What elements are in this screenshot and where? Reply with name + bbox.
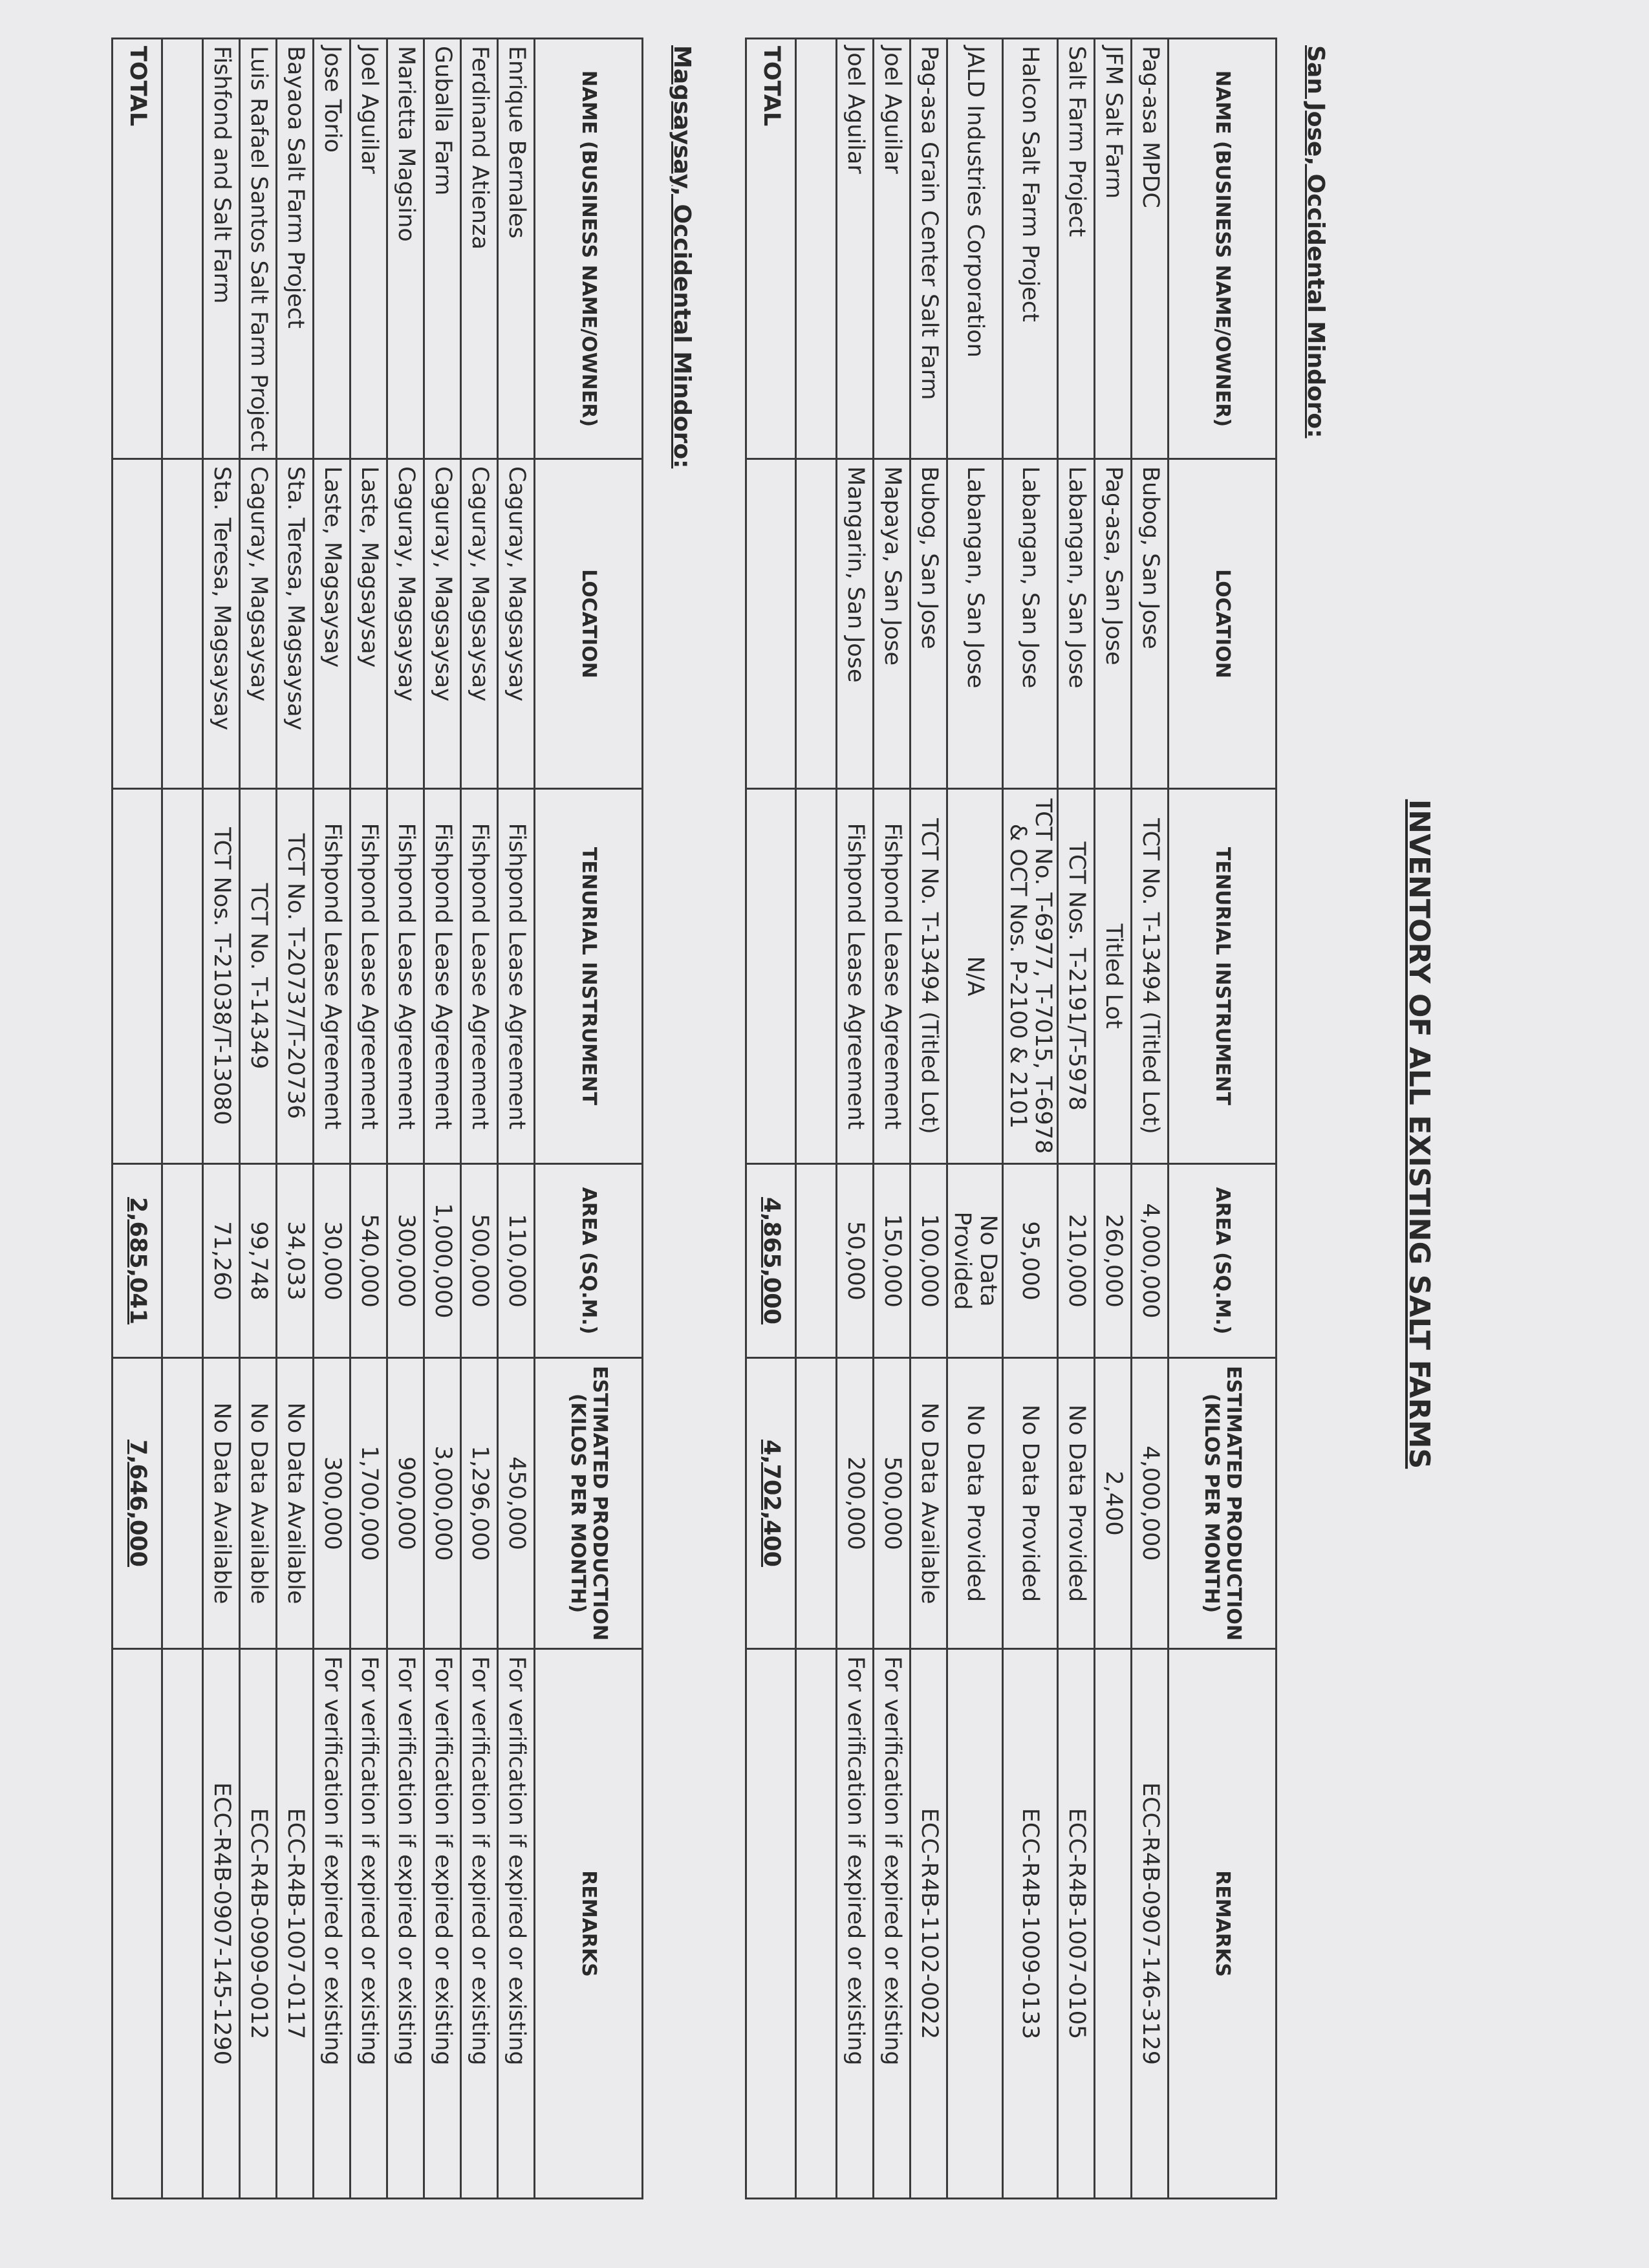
cell-area: 500,000 xyxy=(461,1164,498,1358)
cell-location: Labangan, San Jose xyxy=(947,459,1002,789)
cell-name: Joel Aguilar xyxy=(874,39,911,459)
cell-tenure: N/A xyxy=(947,789,1002,1164)
cell-production: 500,000 xyxy=(874,1358,911,1649)
cell-location: Mangarin, San Jose xyxy=(837,459,874,789)
cell-name: Ferdinand Atienza xyxy=(461,39,498,459)
empty-cell xyxy=(746,1649,796,2199)
table-row xyxy=(1058,39,1095,2199)
table-row xyxy=(837,39,874,2199)
table-row xyxy=(350,39,387,2199)
cell-name: JFM Salt Farm xyxy=(1095,39,1132,459)
cell-tenure: TCT No. T-6977, T-7015, T-6978 & OCT Nos. P-2100 & 2101 xyxy=(1002,789,1057,1164)
empty-cell xyxy=(162,789,203,1164)
table-row xyxy=(911,39,947,2199)
cell-tenure: Titled Lot xyxy=(1095,789,1132,1164)
cell-remarks: ECC-R4B-1007-0117 xyxy=(277,1649,314,2199)
san-jose-heading: San Jose, Occidental Mindoro: xyxy=(1302,45,1329,438)
cell-tenure: TCT No. T-20737/T-20736 xyxy=(277,789,314,1164)
cell-area: 300,000 xyxy=(387,1164,424,1358)
empty-cell xyxy=(796,1649,837,2199)
cell-name: Luis Rafael Santos Salt Farm Project xyxy=(240,39,277,459)
total-label: TOTAL xyxy=(113,39,162,459)
cell-tenure: Fishpond Lease Agreement xyxy=(424,789,461,1164)
cell-tenure: Fishpond Lease Agreement xyxy=(874,789,911,1164)
table-row xyxy=(277,39,314,2199)
cell-production: No Data Provided xyxy=(947,1358,1002,1649)
cell-remarks: For verification if expired or existing xyxy=(837,1649,874,2199)
total-production: 4,702,400 xyxy=(746,1358,796,1649)
cell-tenure: Fishpond Lease Agreement xyxy=(314,789,350,1164)
empty-cell xyxy=(796,1164,837,1358)
col-header-remarks: REMARKS xyxy=(1169,1649,1277,2199)
cell-remarks: For verification if expired or existing xyxy=(387,1649,424,2199)
cell-remarks: For verification if expired or existing xyxy=(498,1649,535,2199)
cell-area: No Data Provided xyxy=(947,1164,1002,1358)
cell-remarks: For verification if expired or existing xyxy=(424,1649,461,2199)
table-header-row xyxy=(1169,39,1277,2199)
cell-production: 3,000,000 xyxy=(424,1358,461,1649)
empty-cell xyxy=(796,39,837,459)
cell-tenure: TCT No. T-14349 xyxy=(240,789,277,1164)
cell-remarks: For verification if expired or existing xyxy=(874,1649,911,2199)
cell-area: 34,033 xyxy=(277,1164,314,1358)
cell-tenure: TCT No. T-13494 (Titled Lot) xyxy=(911,789,947,1164)
cell-location: Sta. Teresa, Magsaysay xyxy=(203,459,240,789)
col-header-area: AREA (SQ.M.) xyxy=(1169,1164,1277,1358)
cell-location: Pag-asa, San Jose xyxy=(1095,459,1132,789)
cell-area: 50,000 xyxy=(837,1164,874,1358)
table-header-row xyxy=(535,39,643,2199)
cell-name: Joel Aguilar xyxy=(350,39,387,459)
cell-area: 100,000 xyxy=(911,1164,947,1358)
table-row xyxy=(947,39,1002,2199)
cell-location: Sta. Teresa, Magsaysay xyxy=(277,459,314,789)
cell-production: No Data Available xyxy=(277,1358,314,1649)
cell-name: Fishfond and Salt Farm xyxy=(203,39,240,459)
empty-cell xyxy=(113,1649,162,2199)
cell-remarks: For verification if expired or existing xyxy=(350,1649,387,2199)
empty-cell xyxy=(162,1649,203,2199)
col-header-production: ESTIMATED PRODUCTION (KILOS PER MONTH) xyxy=(535,1358,643,1649)
col-header-location: LOCATION xyxy=(535,459,643,789)
empty-cell xyxy=(162,1164,203,1358)
empty-cell xyxy=(796,1358,837,1649)
cell-production: 1,700,000 xyxy=(350,1358,387,1649)
cell-location: Caguray, Magsaysay xyxy=(461,459,498,789)
table-row xyxy=(424,39,461,2199)
cell-name: Jose Torio xyxy=(314,39,350,459)
cell-area: 99,748 xyxy=(240,1164,277,1358)
cell-remarks: For verification if expired or existing xyxy=(461,1649,498,2199)
cell-location: Labangan, San Jose xyxy=(1002,459,1057,789)
cell-area: 95,000 xyxy=(1002,1164,1057,1358)
cell-remarks: ECC-R4B-1009-0133 xyxy=(1002,1649,1057,2199)
table-row xyxy=(314,39,350,2199)
cell-remarks: ECC-R4B-1102-0022 xyxy=(911,1649,947,2199)
empty-cell xyxy=(162,459,203,789)
total-row xyxy=(746,39,796,2199)
cell-production: No Data Available xyxy=(911,1358,947,1649)
empty-cell xyxy=(796,459,837,789)
cell-production: 300,000 xyxy=(314,1358,350,1649)
cell-name: Joel Aguilar xyxy=(837,39,874,459)
empty-cell xyxy=(746,459,796,789)
cell-area: 150,000 xyxy=(874,1164,911,1358)
col-header-name: NAME (BUSINESS NAME/OWNER) xyxy=(535,39,643,459)
total-area: 4,865,000 xyxy=(746,1164,796,1358)
empty-cell xyxy=(746,789,796,1164)
cell-tenure: Fishpond Lease Agreement xyxy=(461,789,498,1164)
cell-location: Caguray, Magsaysay xyxy=(424,459,461,789)
cell-name: Halcon Salt Farm Project xyxy=(1002,39,1057,459)
table-row xyxy=(203,39,240,2199)
cell-location: Bubog, San Jose xyxy=(911,459,947,789)
cell-area: 210,000 xyxy=(1058,1164,1095,1358)
col-header-tenure: TENURIAL INSTRUMENT xyxy=(535,789,643,1164)
cell-remarks: ECC-R4B-0909-0012 xyxy=(240,1649,277,2199)
cell-tenure: TCT Nos. T-21038/T-13080 xyxy=(203,789,240,1164)
table-row xyxy=(1002,39,1057,2199)
cell-location: Mapaya, San Jose xyxy=(874,459,911,789)
table-row xyxy=(1095,39,1132,2199)
cell-production: No Data Available xyxy=(240,1358,277,1649)
cell-production: 1,296,000 xyxy=(461,1358,498,1649)
cell-production: No Data Provided xyxy=(1002,1358,1057,1649)
document-title: INVENTORY OF ALL EXISTING SALT FARMS xyxy=(1403,799,1436,1469)
magsaysay-table xyxy=(111,38,643,2199)
cell-area: 30,000 xyxy=(314,1164,350,1358)
cell-production: 900,000 xyxy=(387,1358,424,1649)
cell-tenure: Fishpond Lease Agreement xyxy=(350,789,387,1164)
cell-area: 260,000 xyxy=(1095,1164,1132,1358)
cell-tenure: TCT Nos. T-2191/T-5978 xyxy=(1058,789,1095,1164)
san-jose-table xyxy=(745,38,1277,2199)
col-header-production: ESTIMATED PRODUCTION (KILOS PER MONTH) xyxy=(1169,1358,1277,1649)
cell-name: Pag-asa Grain Center Salt Farm xyxy=(911,39,947,459)
cell-area: 110,000 xyxy=(498,1164,535,1358)
cell-name: Marietta Magsino xyxy=(387,39,424,459)
empty-cell xyxy=(162,1358,203,1649)
empty-cell xyxy=(796,789,837,1164)
col-header-tenure: TENURIAL INSTRUMENT xyxy=(1169,789,1277,1164)
cell-remarks: For verification if expired or existing xyxy=(314,1649,350,2199)
cell-location: Labangan, San Jose xyxy=(1058,459,1095,789)
cell-name: Bayaoa Salt Farm Project xyxy=(277,39,314,459)
cell-location: Laste, Magsaysay xyxy=(350,459,387,789)
cell-name: JALD Industries Corporation xyxy=(947,39,1002,459)
cell-location: Bubog, San Jose xyxy=(1132,459,1169,789)
table-row xyxy=(874,39,911,2199)
col-header-remarks: REMARKS xyxy=(535,1649,643,2199)
cell-name: Enrique Bernales xyxy=(498,39,535,459)
cell-area: 4,000,000 xyxy=(1132,1164,1169,1358)
cell-name: Pag-asa MPDC xyxy=(1132,39,1169,459)
cell-production: 450,000 xyxy=(498,1358,535,1649)
cell-remarks xyxy=(947,1649,1002,2199)
cell-name: Salt Farm Project xyxy=(1058,39,1095,459)
cell-production: 2,400 xyxy=(1095,1358,1132,1649)
cell-tenure: Fishpond Lease Agreement xyxy=(387,789,424,1164)
cell-remarks: ECC-R4B-1007-0105 xyxy=(1058,1649,1095,2199)
cell-remarks xyxy=(1095,1649,1132,2199)
cell-area: 540,000 xyxy=(350,1164,387,1358)
cell-area: 71,260 xyxy=(203,1164,240,1358)
total-row xyxy=(113,39,162,2199)
total-production: 7,646,000 xyxy=(113,1358,162,1649)
col-header-area: AREA (SQ.M.) xyxy=(535,1164,643,1358)
empty-cell xyxy=(162,39,203,459)
col-header-location: LOCATION xyxy=(1169,459,1277,789)
cell-tenure: Fishpond Lease Agreement xyxy=(498,789,535,1164)
cell-tenure: TCT No. T-13494 (Titled Lot) xyxy=(1132,789,1169,1164)
cell-production: 4,000,000 xyxy=(1132,1358,1169,1649)
cell-location: Caguray, Magsaysay xyxy=(240,459,277,789)
empty-cell xyxy=(113,459,162,789)
cell-location: Caguray, Magsaysay xyxy=(387,459,424,789)
table-row xyxy=(498,39,535,2199)
cell-tenure: Fishpond Lease Agreement xyxy=(837,789,874,1164)
cell-remarks: ECC-R4B-0907-145-1290 xyxy=(203,1649,240,2199)
blank-row xyxy=(162,39,203,2199)
magsaysay-heading: Magsaysay, Occidental Mindoro: xyxy=(669,45,695,469)
cell-remarks: ECC-R4B-0907-146-3129 xyxy=(1132,1649,1169,2199)
col-header-name: NAME (BUSINESS NAME/OWNER) xyxy=(1169,39,1277,459)
table-row xyxy=(461,39,498,2199)
total-label: TOTAL xyxy=(746,39,796,459)
table-row xyxy=(1132,39,1169,2199)
cell-name: Guballa Farm xyxy=(424,39,461,459)
cell-production: No Data Available xyxy=(203,1358,240,1649)
cell-area: 1,000,000 xyxy=(424,1164,461,1358)
empty-cell xyxy=(113,789,162,1164)
cell-production: 200,000 xyxy=(837,1358,874,1649)
total-area: 2,685,041 xyxy=(113,1164,162,1358)
blank-row xyxy=(796,39,837,2199)
cell-production: No Data Provided xyxy=(1058,1358,1095,1649)
cell-location: Caguray, Magsaysay xyxy=(498,459,535,789)
table-row xyxy=(240,39,277,2199)
table-row xyxy=(387,39,424,2199)
cell-location: Laste, Magsaysay xyxy=(314,459,350,789)
